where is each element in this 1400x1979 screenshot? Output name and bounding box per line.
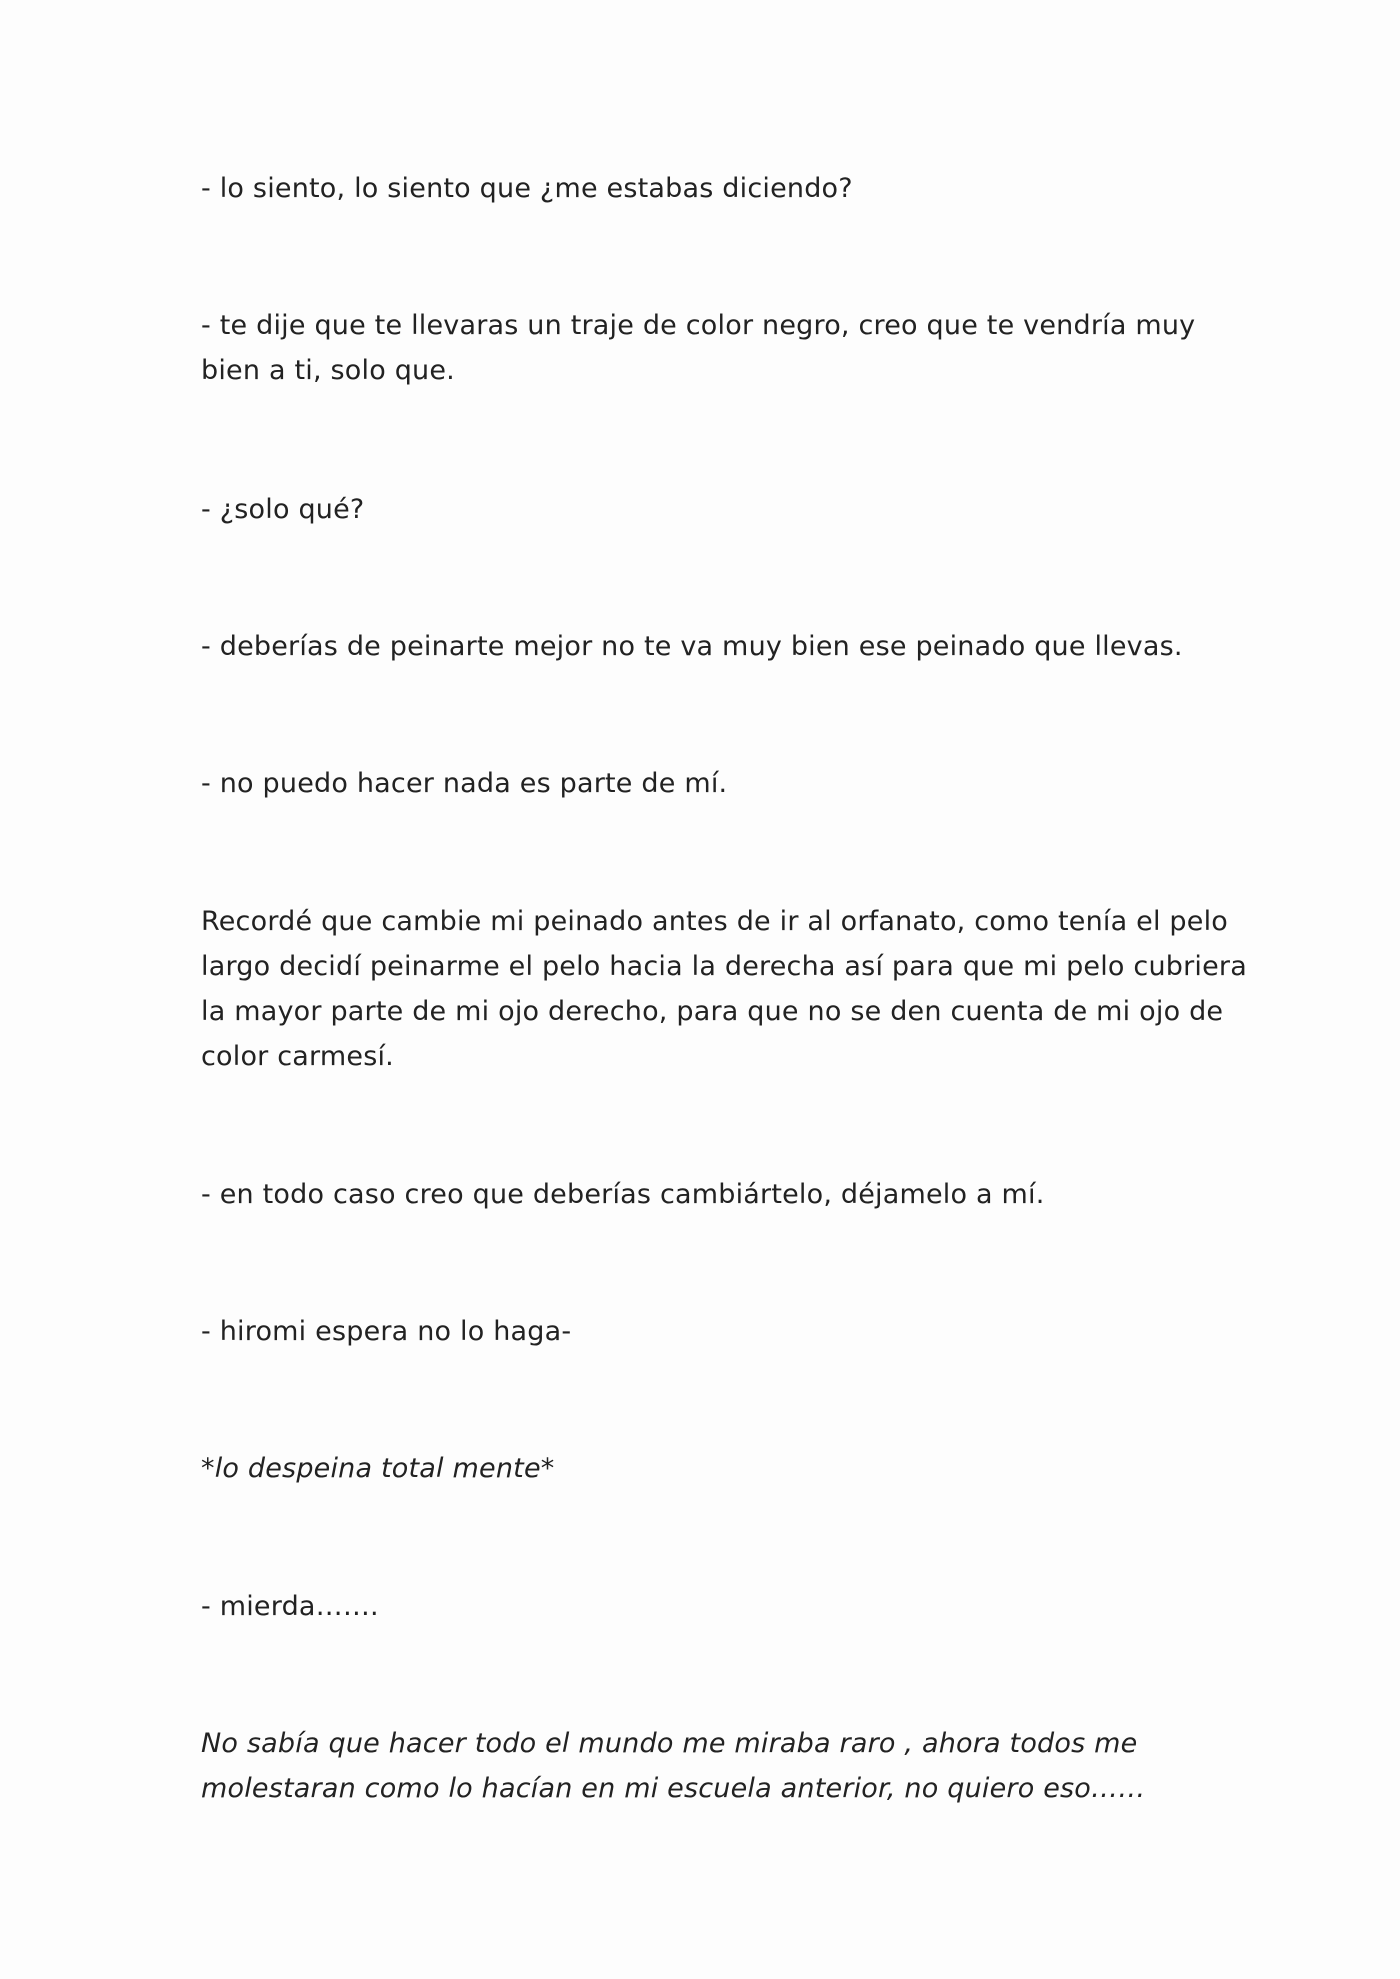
text-line: No sabía que hacer todo el mundo me miraba raro , ahora todos me bbox=[201, 1728, 1138, 1759]
paragraph-7 bbox=[201, 1172, 1201, 1217]
paragraph-5 bbox=[201, 761, 1201, 806]
paragraph-11 bbox=[201, 1721, 1201, 1811]
paragraph-3 bbox=[201, 487, 1201, 532]
text-line: Recordé que cambie mi peinado antes de ir al orfanato, como tenía el pelo bbox=[201, 906, 1229, 937]
text-line: bien a ti, solo que. bbox=[201, 355, 455, 386]
paragraph-1 bbox=[201, 166, 1201, 211]
paragraph-9 bbox=[201, 1446, 1201, 1491]
text-line: - en todo caso creo que deberías cambiártelo, déjamelo a mí. bbox=[201, 1179, 1045, 1210]
text-line: - deberías de peinarte mejor no te va muy bien ese peinado que llevas. bbox=[201, 631, 1183, 662]
text-line: - ¿solo qué? bbox=[201, 494, 365, 525]
text-line: - no puedo hacer nada es parte de mí. bbox=[201, 768, 728, 799]
paragraph-10 bbox=[201, 1584, 1201, 1629]
text-line: - lo siento, lo siento que ¿me estabas diciendo? bbox=[201, 173, 853, 204]
text-line: largo decidí peinarme el pelo hacia la derecha así para que mi pelo cubriera bbox=[201, 951, 1247, 982]
text-line: - hiromi espera no lo haga- bbox=[201, 1316, 572, 1347]
text-line: molestaran como lo hacían en mi escuela anterior, no quiero eso…… bbox=[201, 1773, 1146, 1804]
text-line: - te dije que te llevaras un traje de color negro, creo que te vendría muy bbox=[201, 310, 1196, 341]
paragraph-8 bbox=[201, 1309, 1201, 1354]
text-line: color carmesí. bbox=[201, 1041, 394, 1072]
paragraph-4 bbox=[201, 624, 1201, 669]
text-line: - mierda……. bbox=[201, 1591, 379, 1622]
text-line: la mayor parte de mi ojo derecho, para que no se den cuenta de mi ojo de bbox=[201, 996, 1224, 1027]
paragraph-6 bbox=[201, 899, 1247, 1079]
text-line: *lo despeina total mente* bbox=[201, 1453, 555, 1484]
paragraph-2 bbox=[201, 303, 1201, 393]
